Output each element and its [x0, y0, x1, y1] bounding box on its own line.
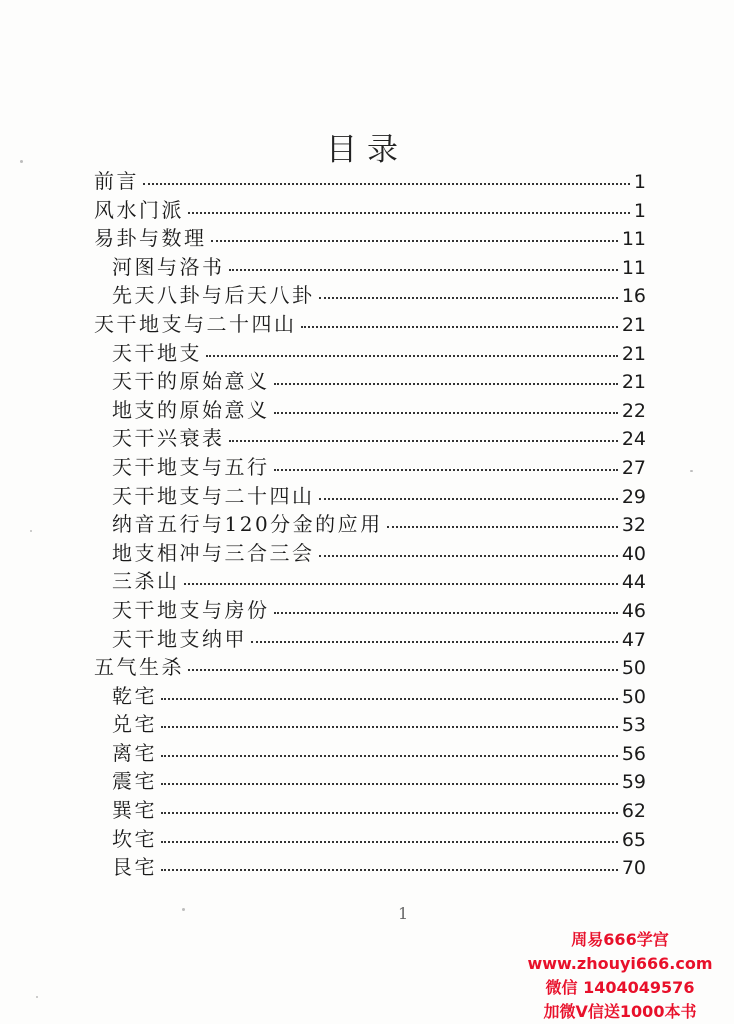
toc-entry-label: 天干兴衰表 [112, 426, 225, 451]
toc-entry-label: 天干地支 [112, 340, 202, 365]
toc-subentry [94, 708, 646, 737]
toc-subentry [94, 451, 646, 480]
toc-entry [94, 194, 646, 223]
toc-subentry [94, 480, 646, 509]
watermark-line: 微信 1404049576 [545, 978, 695, 997]
toc-entry-page: 40 [621, 542, 646, 565]
toc-subentry [94, 365, 646, 394]
watermark-url: www.zhouyi666.com [527, 954, 713, 973]
toc-entry-label: 天干地支与五行 [112, 454, 270, 479]
toc-entry-page: 32 [621, 514, 646, 537]
toc-entry-label: 天干的原始意义 [112, 369, 270, 394]
table-of-contents [94, 165, 646, 880]
toc-entry-label: 乾宅 [112, 683, 157, 708]
dot-leader [274, 469, 618, 471]
toc-entry-page: 21 [621, 371, 646, 394]
toc-entry-label: 先天八卦与后天八卦 [112, 283, 315, 308]
dot-leader [161, 812, 618, 814]
toc-subentry [94, 394, 646, 423]
toc-subentry [94, 508, 646, 537]
toc-subentry [94, 337, 646, 366]
dot-leader [161, 698, 618, 700]
toc-entry [94, 651, 646, 680]
toc-entry [94, 165, 646, 194]
dot-leader [161, 869, 618, 871]
toc-entry-label: 天干地支与二十四山 [94, 311, 297, 336]
toc-entry-label: 五气生杀 [94, 655, 184, 680]
toc-entry-page: 1 [633, 199, 646, 222]
toc-entry-page: 70 [621, 857, 646, 880]
toc-entry-page: 50 [621, 657, 646, 680]
toc-subentry [94, 279, 646, 308]
toc-subentry [94, 737, 646, 766]
toc-entry-label: 兑宅 [112, 712, 157, 737]
dot-leader [229, 269, 618, 271]
scan-speck [36, 996, 38, 998]
dot-leader [387, 526, 618, 528]
dot-leader [274, 412, 618, 414]
dot-leader [274, 383, 618, 385]
toc-subentry [94, 537, 646, 566]
watermark-line: 加微V信送1000本书 [543, 1002, 697, 1021]
dot-leader [184, 583, 618, 585]
dot-leader [274, 612, 618, 614]
toc-subentry [94, 765, 646, 794]
toc-entry-label: 纳音五行与120分金的应用 [112, 512, 383, 537]
toc-entry-label: 震宅 [112, 769, 157, 794]
toc-entry-page: 22 [621, 399, 646, 422]
toc-entry-page: 21 [621, 342, 646, 365]
toc-entry-page: 44 [621, 571, 646, 594]
toc-entry-page: 62 [621, 800, 646, 823]
toc-entry-label: 巽宅 [112, 798, 157, 823]
dot-leader [211, 240, 618, 242]
scan-speck [182, 908, 185, 911]
dot-leader [143, 183, 630, 185]
toc-entry [94, 308, 646, 337]
toc-subentry [94, 251, 646, 280]
toc-entry-page: 29 [621, 485, 646, 508]
toc-entry-page: 16 [621, 285, 646, 308]
dot-leader [319, 297, 618, 299]
toc-subentry [94, 623, 646, 652]
toc-entry-page: 56 [621, 742, 646, 765]
dot-leader [251, 641, 618, 643]
toc-subentry [94, 794, 646, 823]
toc-entry-page: 27 [621, 456, 646, 479]
toc-entry-label: 离宅 [112, 740, 157, 765]
toc-entry-page: 59 [621, 771, 646, 794]
dot-leader [229, 440, 618, 442]
toc-subentry [94, 422, 646, 451]
toc-entry-label: 易卦与数理 [94, 226, 207, 251]
page-title: 目录 [326, 132, 408, 168]
dot-leader [188, 669, 618, 671]
toc-entry-page: 65 [621, 828, 646, 851]
dot-leader [161, 783, 618, 785]
toc-subentry [94, 594, 646, 623]
dot-leader [319, 498, 618, 500]
toc-entry-page: 11 [621, 256, 646, 279]
watermark-line: 周易666学宫 [571, 930, 669, 949]
toc-entry-label: 前言 [94, 169, 139, 193]
scan-speck [690, 470, 693, 472]
toc-entry-label: 三杀山 [112, 569, 180, 594]
scan-speck [30, 530, 32, 532]
toc-subentry [94, 680, 646, 709]
toc-entry-page: 47 [621, 628, 646, 651]
toc-entry-label: 坎宅 [112, 826, 157, 851]
toc-entry-page: 24 [621, 428, 646, 451]
toc-entry-page: 1 [633, 171, 646, 193]
toc-entry-page: 46 [621, 599, 646, 622]
toc-entry-label: 天干地支纳甲 [112, 626, 247, 651]
toc-entry-page: 50 [621, 685, 646, 708]
toc-entry-label: 地支的原始意义 [112, 397, 270, 422]
toc-subentry [94, 851, 646, 880]
toc-entry-page: 21 [621, 313, 646, 336]
dot-leader [161, 755, 618, 757]
toc-entry-label: 地支相冲与三合三会 [112, 540, 315, 565]
page-number: 1 [398, 904, 409, 923]
toc-entry [94, 222, 646, 251]
dot-leader [301, 326, 618, 328]
toc-entry-label: 天干地支与房份 [112, 597, 270, 622]
toc-entry-page: 53 [621, 714, 646, 737]
toc-entry-page: 11 [621, 228, 646, 251]
toc-subentry [94, 823, 646, 852]
toc-subentry [94, 565, 646, 594]
dot-leader [188, 212, 630, 214]
toc-entry-label: 艮宅 [112, 855, 157, 880]
watermark [520, 928, 720, 1024]
toc-entry-label: 风水门派 [94, 197, 184, 222]
dot-leader [161, 726, 618, 728]
toc-entry-label: 河图与洛书 [112, 254, 225, 279]
toc-entry-label: 天干地支与二十四山 [112, 483, 315, 508]
dot-leader [161, 841, 618, 843]
dot-leader [206, 355, 618, 357]
dot-leader [319, 555, 618, 557]
